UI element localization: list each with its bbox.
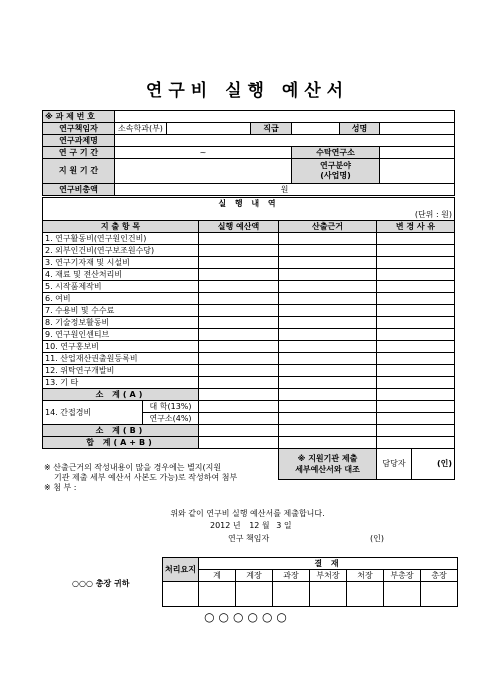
subtotal-b-value[interactable] [199, 425, 279, 437]
basis-cell[interactable] [279, 269, 377, 281]
submit-date [210, 521, 292, 531]
institution-circles: ○○○○○○ [204, 610, 291, 624]
researcher-sign-label: 연구 책임자 [228, 534, 270, 543]
dept-label: 소속학과(부) [115, 123, 167, 135]
item-label: 11. 산업재산권출원등록비 [43, 353, 199, 365]
basis-cell[interactable] [279, 413, 377, 425]
basis-cell[interactable] [279, 317, 377, 329]
approval-sign-cell[interactable] [347, 582, 384, 607]
reason-cell[interactable] [377, 437, 455, 449]
item-label: 5. 시작품제작비 [43, 281, 199, 293]
reason-cell[interactable] [377, 269, 455, 281]
name-field[interactable] [380, 123, 455, 135]
approval-sign-cell[interactable] [273, 582, 310, 607]
total-field[interactable]: 원 [115, 184, 455, 196]
basis-cell[interactable] [279, 233, 377, 245]
note-line2: 기관 제출 세부 예산서 사본도 가능)로 작성하여 첨부 [54, 473, 238, 482]
approval-col: 계장 [236, 570, 273, 582]
budget-cell[interactable] [199, 293, 279, 305]
reason-cell[interactable] [377, 245, 455, 257]
reason-cell[interactable] [377, 353, 455, 365]
budget-cell[interactable] [199, 257, 279, 269]
basis-cell[interactable] [279, 281, 377, 293]
budget-cell[interactable] [199, 233, 279, 245]
compare-line2: 세부예산서와 대조 [295, 465, 360, 474]
reason-cell[interactable] [377, 401, 455, 413]
period-field[interactable]: ~ [115, 147, 292, 159]
researcher-seal[interactable]: (인) [370, 534, 384, 543]
basis-cell[interactable] [279, 245, 377, 257]
budget-cell[interactable] [199, 329, 279, 341]
item-label: 3. 연구기자재 및 시설비 [43, 257, 199, 269]
total-ab-value[interactable] [199, 437, 279, 449]
attach-label: ※ 첨 부 : [44, 483, 77, 492]
day-label: 일 [283, 521, 292, 530]
item-label: 9. 연구원인센티브 [43, 329, 199, 341]
basis-cell[interactable] [279, 389, 377, 401]
process-field[interactable] [163, 582, 199, 607]
basis-cell[interactable] [279, 353, 377, 365]
item-label: 13. 기 타 [43, 377, 199, 389]
project-info-table [42, 110, 455, 196]
subtotal-a-value[interactable] [199, 389, 279, 401]
staff-label: 담당자 [377, 449, 412, 479]
reason-cell[interactable] [377, 425, 455, 437]
budget-cell[interactable] [199, 317, 279, 329]
item-label: 6. 여비 [43, 293, 199, 305]
basis-cell[interactable] [279, 329, 377, 341]
project-no-label: ※ 과 제 번 호 [43, 111, 115, 123]
approval-col: 과장 [273, 570, 310, 582]
reason-cell[interactable] [377, 293, 455, 305]
agency-label: 수탁연구소 [292, 147, 380, 159]
submit-statement: 위와 같이 연구비 실행 예산서를 제출합니다. [170, 509, 325, 518]
budget-cell[interactable] [199, 269, 279, 281]
addressee: ○○○ 총장 귀하 [72, 579, 130, 588]
approval-table [162, 557, 458, 607]
approval-col: 총장 [421, 570, 458, 582]
item-label: 4. 재료 및 전산처리비 [43, 269, 199, 281]
basis-cell[interactable] [279, 365, 377, 377]
budget-cell[interactable] [199, 413, 279, 425]
subtotal-a-label: 소 계(A) [43, 389, 199, 401]
reason-cell[interactable] [377, 317, 455, 329]
period-label: 연 구 기 간 [43, 147, 115, 159]
reason-cell[interactable] [377, 341, 455, 353]
header-basis: 산출근거 [279, 221, 377, 233]
agency-field[interactable] [380, 147, 455, 159]
basis-cell[interactable] [279, 293, 377, 305]
reason-cell[interactable] [377, 233, 455, 245]
reason-cell[interactable] [377, 365, 455, 377]
approval-col: 처장 [347, 570, 384, 582]
item-label: 2. 외부인건비(연구보조원수당) [43, 245, 199, 257]
item-label: 12. 위탁연구개발비 [43, 365, 199, 377]
basis-cell[interactable] [279, 437, 377, 449]
year-value[interactable]: 2012 [210, 521, 231, 530]
budget-cell[interactable] [199, 245, 279, 257]
reason-cell[interactable] [377, 413, 455, 425]
approval-sign-cell[interactable] [310, 582, 347, 607]
budget-cell[interactable] [199, 281, 279, 293]
header-budget: 실행 예산액 [199, 221, 279, 233]
support-period-label: 지 원 기 간 [43, 159, 115, 184]
approval-header: 결 재 [199, 558, 458, 570]
approval-sign-cell[interactable] [236, 582, 273, 607]
day-value[interactable]: 3 [276, 521, 282, 530]
project-no-field[interactable] [115, 111, 455, 123]
budget-cell[interactable] [199, 365, 279, 377]
approval-col: 계 [199, 570, 236, 582]
total-ab-label: 합 계(A+B) [43, 437, 199, 449]
support-period-field[interactable] [115, 159, 292, 184]
reason-cell[interactable] [377, 389, 455, 401]
item-label: 7. 수용비 및 수수료 [43, 305, 199, 317]
reason-cell[interactable] [377, 329, 455, 341]
execution-table [42, 197, 455, 480]
basis-note [44, 463, 237, 493]
reason-cell[interactable] [377, 377, 455, 389]
basis-cell[interactable] [279, 401, 377, 413]
compare-line1: ※ 지원기관 제출 [297, 454, 358, 463]
budget-cell[interactable] [199, 401, 279, 413]
document-title: 연구비 실행 예산서 [145, 81, 350, 101]
budget-cell[interactable] [199, 305, 279, 317]
univ-label: 대 학(13%) [143, 401, 199, 413]
item-label: 10. 연구홍보비 [43, 341, 199, 353]
dept-field[interactable] [167, 123, 251, 135]
reason-cell[interactable] [377, 305, 455, 317]
basis-cell[interactable] [279, 377, 377, 389]
inst-label: 연구소(4%) [143, 413, 199, 425]
item-label: 1. 연구활동비(연구원인건비) [43, 233, 199, 245]
approval-col: 부처장 [310, 570, 347, 582]
budget-cell[interactable] [199, 353, 279, 365]
section-title: 실 행 내 역 [43, 198, 455, 210]
approval-sign-cell[interactable] [384, 582, 421, 607]
unit-label: (단위 : 원) [43, 209, 455, 221]
total-label: 연구비총액 [43, 184, 115, 196]
project-name-field[interactable] [115, 135, 455, 147]
month-value[interactable]: 12 [249, 521, 260, 530]
item-label: 8. 기술정보활동비 [43, 317, 199, 329]
approval-sign-cell[interactable] [199, 582, 236, 607]
process-label: 처리요지 [163, 558, 199, 582]
project-name-label: 연구과제명 [43, 135, 115, 147]
header-reason: 변 경 사 유 [377, 221, 455, 233]
position-label: 직급 [251, 123, 292, 135]
basis-cell[interactable] [279, 341, 377, 353]
reason-cell[interactable] [377, 257, 455, 269]
staff-seal[interactable]: (인) [436, 459, 452, 468]
subtotal-b-label: 소 계(B) [43, 425, 199, 437]
indirect-label: 14. 간접경비 [43, 401, 143, 425]
budget-cell[interactable] [199, 341, 279, 353]
month-label: 월 [261, 521, 270, 530]
year-label: 년 [232, 521, 241, 530]
note-line1: ※ 산출근거의 작성내용이 많을 경우에는 별지(지원 [44, 463, 222, 472]
field-label: 연구분야 (사업명) [292, 159, 380, 184]
compare-note [279, 449, 377, 480]
name-label: 성명 [340, 123, 380, 135]
basis-cell[interactable] [279, 257, 377, 269]
header-item: 지 출 항 목 [43, 221, 199, 233]
field-field[interactable] [380, 159, 455, 184]
reason-cell[interactable] [377, 281, 455, 293]
position-field[interactable] [292, 123, 340, 135]
approval-sign-cell[interactable] [421, 582, 458, 607]
basis-cell[interactable] [279, 425, 377, 437]
budget-cell[interactable] [199, 377, 279, 389]
basis-cell[interactable] [279, 305, 377, 317]
researcher-label: 연구책임자 [43, 123, 115, 135]
approval-col: 부총장 [384, 570, 421, 582]
